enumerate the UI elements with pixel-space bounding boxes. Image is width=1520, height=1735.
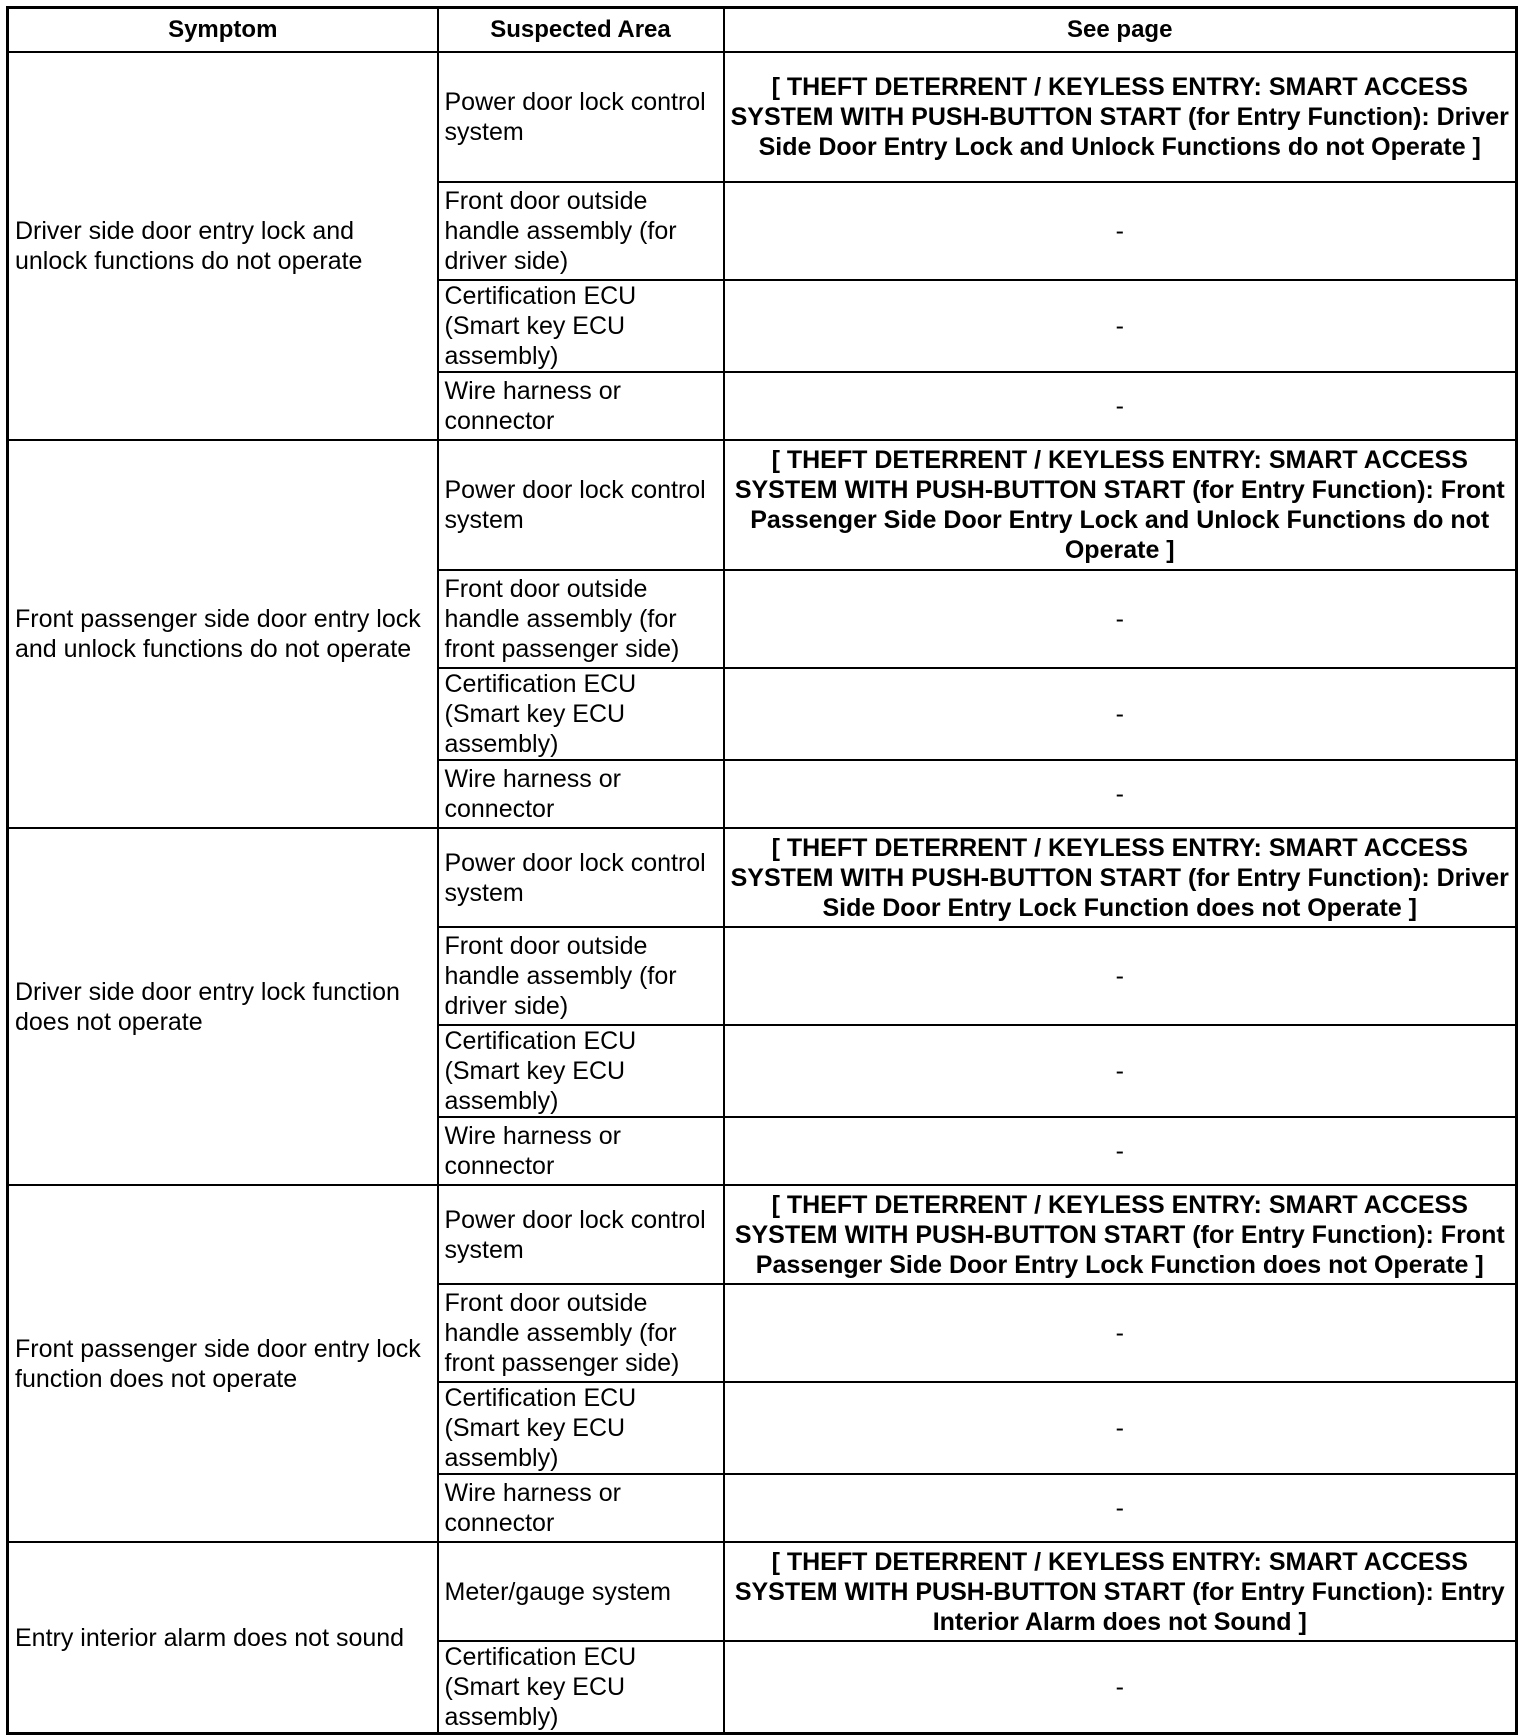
see-page-cell: - — [724, 570, 1517, 668]
suspected-area-cell: Certification ECU (Smart key ECU assembly) — [438, 1641, 724, 1734]
see-page-link[interactable]: [ THEFT DETERRENT / KEYLESS ENTRY: SMART ACCESS SYSTEM WITH PUSH-BUTTON START (for Entry Function): Driver Side Door Entry Lock Function does not Operate ] — [724, 828, 1517, 927]
symptom-cell: Front passenger side door entry lock function does not operate — [8, 1185, 438, 1542]
see-page-link[interactable]: [ THEFT DETERRENT / KEYLESS ENTRY: SMART ACCESS SYSTEM WITH PUSH-BUTTON START (for Entry Function): Front Passenger Side Door Entry Lock and Unlock Functions do not Operate ] — [724, 440, 1517, 570]
see-page-cell: - — [724, 1382, 1517, 1474]
suspected-area-cell: Front door outside handle assembly (for driver side) — [438, 182, 724, 280]
suspected-area-cell: Power door lock control system — [438, 828, 724, 927]
suspected-area-cell: Wire harness or connector — [438, 1117, 724, 1185]
suspected-area-cell: Power door lock control system — [438, 1185, 724, 1284]
see-page-link[interactable]: [ THEFT DETERRENT / KEYLESS ENTRY: SMART ACCESS SYSTEM WITH PUSH-BUTTON START (for Entry Function): Driver Side Door Entry Lock and Unlock Functions do not Operate ] — [724, 52, 1517, 182]
see-page-cell: - — [724, 1284, 1517, 1382]
suspected-area-cell: Wire harness or connector — [438, 760, 724, 828]
header-row — [8, 8, 1517, 53]
table-row — [8, 828, 1517, 927]
suspected-area-cell: Certification ECU (Smart key ECU assembly) — [438, 668, 724, 760]
suspected-area-cell: Meter/gauge system — [438, 1542, 724, 1641]
header-suspected-area: Suspected Area — [438, 8, 724, 53]
see-page-cell: - — [724, 1474, 1517, 1542]
see-page-cell: - — [724, 280, 1517, 372]
suspected-area-cell: Power door lock control system — [438, 52, 724, 182]
see-page-cell: - — [724, 372, 1517, 440]
see-page-cell: - — [724, 1641, 1517, 1734]
see-page-link[interactable]: [ THEFT DETERRENT / KEYLESS ENTRY: SMART ACCESS SYSTEM WITH PUSH-BUTTON START (for Entry Function): Entry Interior Alarm does not Sound ] — [724, 1542, 1517, 1641]
table-row — [8, 440, 1517, 570]
symptom-cell: Driver side door entry lock and unlock functions do not operate — [8, 52, 438, 440]
see-page-cell: - — [724, 760, 1517, 828]
see-page-cell: - — [724, 182, 1517, 280]
see-page-cell: - — [724, 668, 1517, 760]
suspected-area-cell: Certification ECU (Smart key ECU assembly) — [438, 280, 724, 372]
see-page-cell: - — [724, 1025, 1517, 1117]
see-page-cell: - — [724, 1117, 1517, 1185]
suspected-area-cell: Certification ECU (Smart key ECU assembly) — [438, 1025, 724, 1117]
suspected-area-cell: Certification ECU (Smart key ECU assembly) — [438, 1382, 724, 1474]
diagnostic-table — [6, 6, 1518, 1735]
suspected-area-cell: Wire harness or connector — [438, 1474, 724, 1542]
symptom-cell: Front passenger side door entry lock and unlock functions do not operate — [8, 440, 438, 828]
table-row — [8, 1185, 1517, 1284]
suspected-area-cell: Power door lock control system — [438, 440, 724, 570]
suspected-area-cell: Wire harness or connector — [438, 372, 724, 440]
table-row — [8, 1542, 1517, 1641]
suspected-area-cell: Front door outside handle assembly (for driver side) — [438, 927, 724, 1025]
suspected-area-cell: Front door outside handle assembly (for front passenger side) — [438, 570, 724, 668]
diagnostic-table-container — [6, 6, 1518, 1735]
symptom-cell: Entry interior alarm does not sound — [8, 1542, 438, 1734]
table-row — [8, 52, 1517, 182]
see-page-link[interactable]: [ THEFT DETERRENT / KEYLESS ENTRY: SMART ACCESS SYSTEM WITH PUSH-BUTTON START (for Entry Function): Front Passenger Side Door Entry Lock Function does not Operate ] — [724, 1185, 1517, 1284]
see-page-cell: - — [724, 927, 1517, 1025]
header-see-page: See page — [724, 8, 1517, 53]
symptom-cell: Driver side door entry lock function does not operate — [8, 828, 438, 1185]
header-symptom: Symptom — [8, 8, 438, 53]
suspected-area-cell: Front door outside handle assembly (for front passenger side) — [438, 1284, 724, 1382]
